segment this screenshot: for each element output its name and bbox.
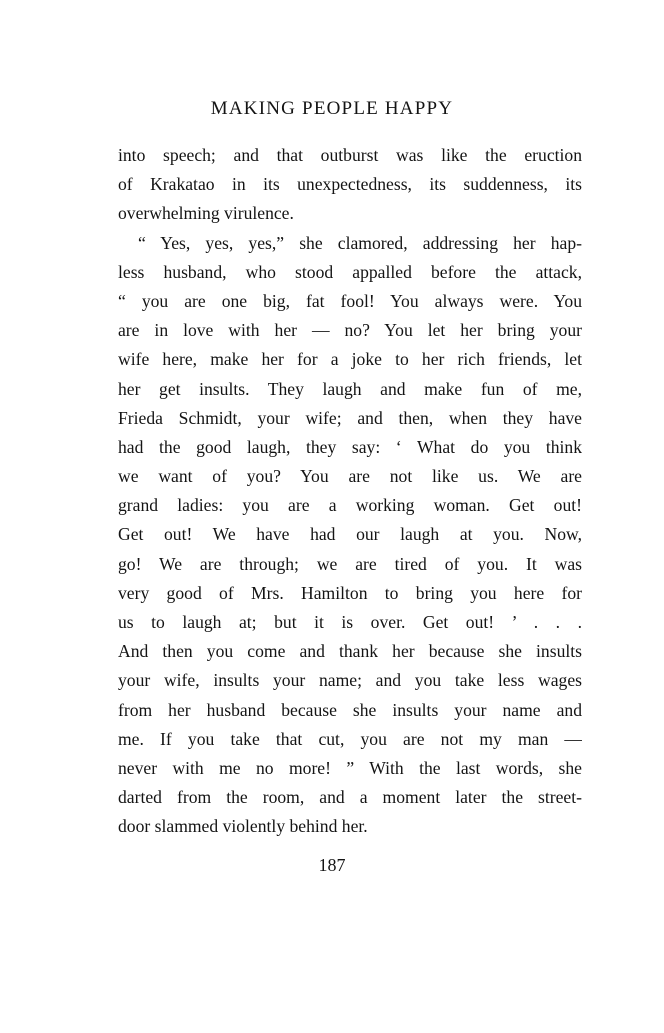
text-line: “ you are one big, fat fool! You always were. You [118,290,582,311]
text-line: me. If you take that cut, you are not my man — [118,728,582,749]
text-line: us to laugh at; but it is over. Get out! ’ . . . [118,612,582,632]
text-line: wife here, make her for a joke to her rich friends, let [118,349,582,370]
text-line: of Krakatao in its unexpectedness, its suddenness, its [118,174,582,195]
text-line: less husband, who stood appalled before the attack, [118,261,582,282]
text-line: Frieda Schmidt, your wife; and then, when they have [118,407,582,428]
text-line: door slammed violently behind her. [118,816,368,837]
running-head: MAKING PEOPLE HAPPY [210,98,454,119]
text-line: your wife, insults your name; and you take less wages [118,670,582,691]
page-number: 187 [318,855,346,875]
text-line: darted from the room, and a moment later the street- [118,787,582,808]
text-line: go! We are through; we are tired of you. It was [118,553,582,574]
text-line: grand ladies: you are a working woman. Get out! [118,495,582,516]
text-line: “ Yes, yes, yes,” she clamored, addressing her hap- [138,232,582,253]
text-line: overwhelming virulence. [118,203,294,224]
text-line: Get out! We have had our laugh at you. Now, [118,524,582,545]
text-line: we want of you? You are not like us. We are [118,466,582,487]
text-line: are in love with her — no? You let her bring your [118,320,582,341]
text-line: into speech; and that outburst was like the eruction [118,145,582,165]
body-text [118,141,582,842]
text-line: from her husband because she insults your name and [118,699,582,720]
text-line: had the good laugh, they say: ‘ What do you think [118,436,582,457]
text-line: never with me no more! ” With the last words, she [118,757,582,778]
text-line: And then you come and thank her because she insults [118,641,582,662]
text-line: very good of Mrs. Hamilton to bring you here for [118,582,582,603]
text-line: her get insults. They laugh and make fun of me, [118,378,582,399]
